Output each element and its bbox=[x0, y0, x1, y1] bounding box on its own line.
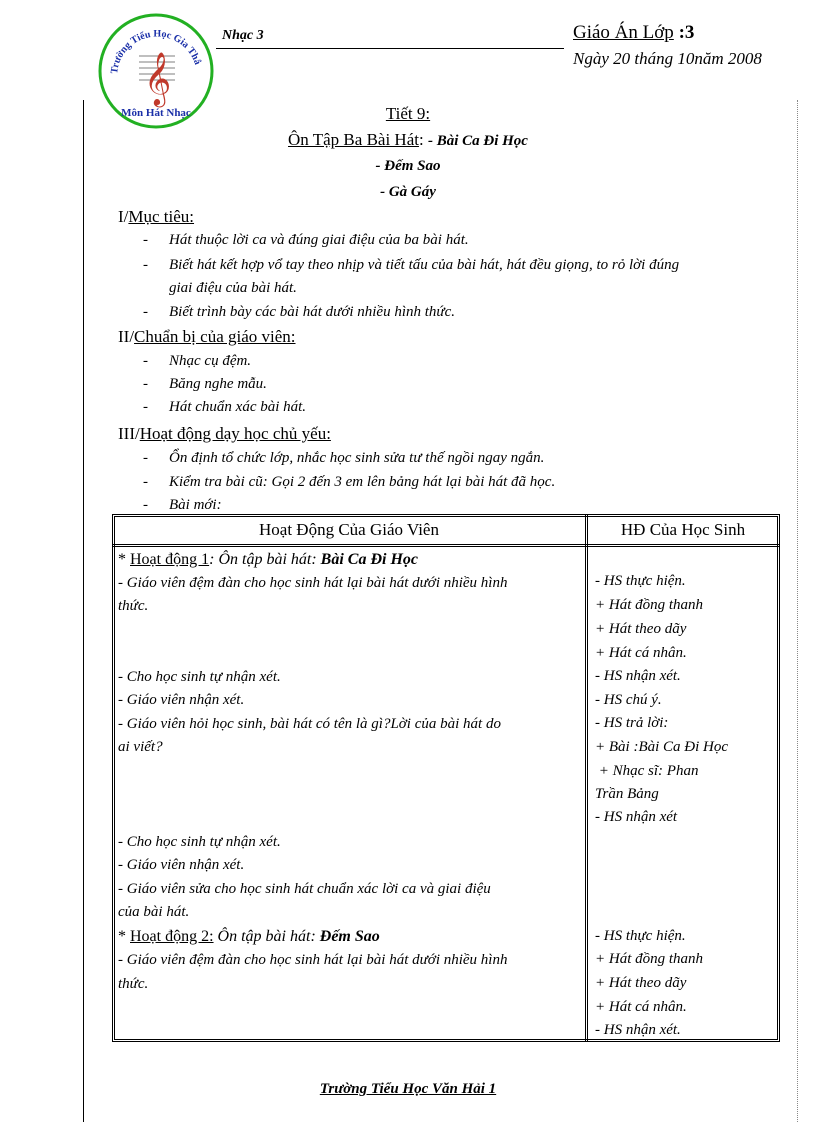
song-title-3: - Gà Gáy bbox=[380, 184, 436, 200]
svg-text:𝄞: 𝄞 bbox=[144, 51, 172, 105]
table-row: + Hát đồng thanh bbox=[595, 597, 704, 613]
left-margin-rule bbox=[83, 100, 84, 1122]
list-item: - Băng nghe mẫu. bbox=[143, 376, 267, 392]
table-row: - Giáo viên sửa cho học sinh hát chuẩn xác lời ca và giai điệu bbox=[118, 881, 491, 897]
table-row: Trần Bảng bbox=[595, 786, 659, 802]
list-item: - Hát chuẩn xác bài hát. bbox=[143, 399, 307, 415]
table-row: - HS chú ý. bbox=[595, 692, 662, 708]
table-row: + Nhạc sĩ: Phan bbox=[595, 763, 699, 779]
song-title-1: - Bài Ca Đi Học bbox=[427, 133, 528, 149]
table-row: thức. bbox=[118, 976, 149, 992]
table-row: - HS nhận xét. bbox=[595, 668, 681, 684]
subject-label: Nhạc 3 bbox=[222, 28, 264, 43]
lesson-number: Tiết 9: bbox=[385, 104, 431, 123]
grade-heading bbox=[573, 22, 694, 44]
table-row: - Giáo viên nhận xét. bbox=[118, 857, 245, 873]
table-header-teacher: Hoạt Động Của Giáo Viên bbox=[259, 520, 439, 539]
table-row: - Cho học sinh tự nhận xét. bbox=[118, 834, 281, 850]
activity-1-heading: * Hoạt động 1: Ôn tập bài hát: Bài Ca Đi Học bbox=[118, 551, 418, 568]
lesson-heading: Ôn Tập Ba Bài Hát bbox=[288, 130, 419, 149]
table-row: - Giáo viên nhận xét. bbox=[118, 692, 245, 708]
section-objectives-heading: I/Mục tiêu: bbox=[118, 207, 195, 226]
list-item-continued: giai điệu của bài hát. bbox=[169, 280, 297, 296]
table-row: - HS thực hiện. bbox=[595, 928, 686, 944]
header-rule bbox=[216, 48, 564, 49]
logo-ring-text: Trường Tiểu Học Gia Thắ bbox=[109, 28, 203, 75]
list-item: - Kiểm tra bài cũ: Gọi 2 đến 3 em lên bảng hát lại bài hát đã học. bbox=[143, 474, 556, 490]
table-row: + Hát theo dãy bbox=[595, 975, 687, 991]
list-item: - Bài mới: bbox=[143, 497, 222, 513]
activity-2-heading: * Hoạt động 2: Ôn tập bài hát: Đếm Sao bbox=[118, 928, 380, 945]
table-row: - HS thực hiện. bbox=[595, 573, 686, 589]
table-row: - HS trả lời: bbox=[595, 715, 669, 731]
table-column-divider bbox=[585, 514, 588, 1042]
list-item: - Nhạc cụ đệm. bbox=[143, 353, 252, 369]
list-item: - Ổn định tổ chức lớp, nhắc học sinh sửa tư thế ngồi ngay ngắn. bbox=[143, 450, 545, 466]
list-item: - Hát thuộc lời ca và đúng giai điệu của ba bài hát. bbox=[143, 232, 469, 248]
lesson-date: Ngày 20 tháng 10năm 2008 bbox=[573, 49, 762, 68]
right-margin-rule bbox=[797, 100, 798, 1122]
lesson-colon: : bbox=[418, 130, 428, 149]
table-row: + Hát theo dãy bbox=[595, 621, 687, 637]
table-row: - Cho học sinh tự nhận xét. bbox=[118, 669, 281, 685]
lesson-title bbox=[0, 130, 816, 150]
table-header-divider bbox=[112, 544, 780, 547]
table-row: thức. bbox=[118, 598, 149, 614]
grade-number: 3 bbox=[684, 22, 695, 43]
table-row: + Bài :Bài Ca Đi Học bbox=[595, 739, 729, 755]
table-row: của bài hát. bbox=[118, 904, 190, 920]
table-row: - Giáo viên hỏi học sinh, bài hát có tên là gì?Lời của bài hát do bbox=[118, 716, 501, 732]
table-row: - Giáo viên đệm đàn cho học sinh hát lại bài hát dưới nhiều hình bbox=[118, 952, 508, 968]
table-row: + Hát đồng thanh bbox=[595, 951, 704, 967]
table-row: + Hát cá nhân. bbox=[595, 999, 687, 1015]
table-row: - HS nhận xét. bbox=[595, 1022, 681, 1038]
section-activities-heading: III/Hoạt động dạy học chủ yếu: bbox=[118, 424, 331, 443]
list-item: - Biết trình bày các bài hát dưới nhiều hình thức. bbox=[143, 304, 455, 320]
list-item: - Biết hát kết hợp vổ tay theo nhịp và tiết tấu của bài hát, hát đều giọng, to rỏ lời đúng bbox=[143, 257, 680, 273]
table-header-student: HĐ Của Học Sinh bbox=[620, 520, 746, 539]
grade-separator: : bbox=[673, 22, 685, 43]
grade-label: Giáo Án Lớp bbox=[573, 22, 674, 43]
logo-bottom-text: Môn Hát Nhạc bbox=[121, 107, 191, 119]
section-preparation-heading: II/Chuẩn bị của giáo viên: bbox=[118, 327, 296, 346]
song-title-2: - Đếm Sao bbox=[375, 158, 441, 174]
table-row: - Giáo viên đệm đàn cho học sinh hát lại bài hát dưới nhiều hình bbox=[118, 575, 508, 591]
footer-school-name: Trường Tiểu Học Văn Hải 1 bbox=[319, 1081, 497, 1097]
table-row: + Hát cá nhân. bbox=[595, 645, 687, 661]
table-row: - HS nhận xét bbox=[595, 809, 678, 825]
table-row: ai viết? bbox=[118, 739, 163, 755]
treble-clef-icon bbox=[139, 51, 175, 107]
